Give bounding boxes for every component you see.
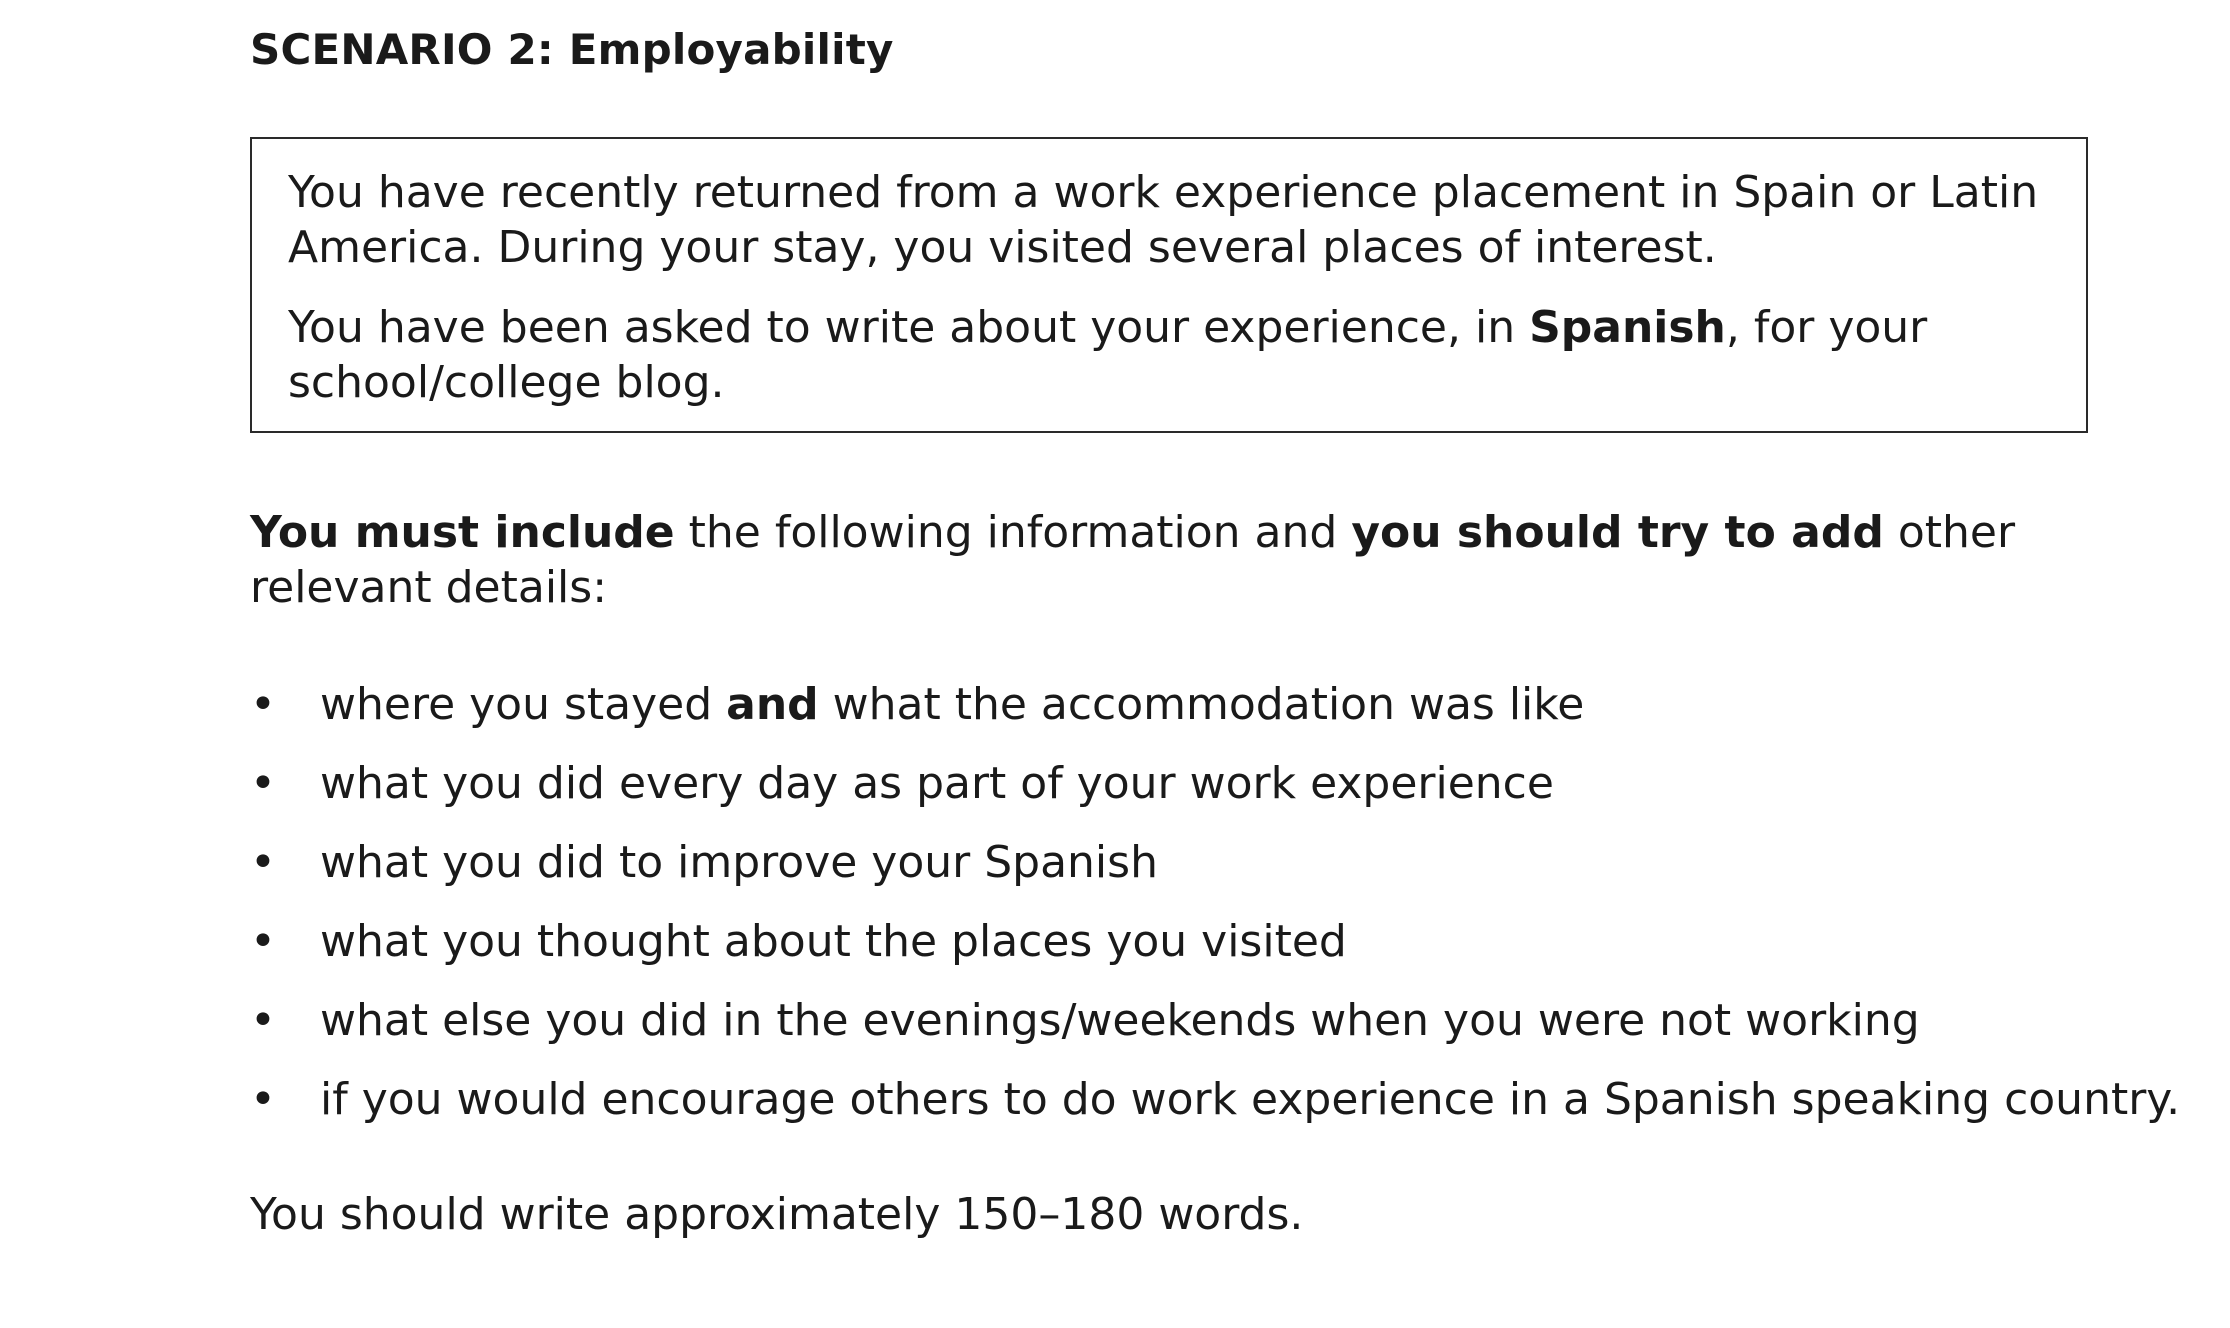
list-item-text-before: what you did to improve your Spanish [320, 837, 1158, 888]
requirements-list [250, 677, 2181, 1151]
task-text-before: You have been asked to write about your experience, in [288, 302, 1530, 353]
word-count-instruction: You should write approximately 150–180 words. [250, 1189, 1304, 1240]
bullet-icon: • [250, 758, 276, 809]
scenario-context-paragraph [288, 165, 2050, 275]
task-language-bold: Spanish [1529, 302, 1726, 353]
list-item-text [320, 677, 1584, 732]
list-item [250, 914, 2150, 993]
list-item [250, 677, 2150, 756]
list-item-text [320, 835, 1158, 890]
list-item [250, 1072, 2181, 1151]
bullet-icon: • [250, 916, 276, 967]
list-item [250, 835, 2150, 914]
list-item [250, 993, 2150, 1072]
instruction-bold-should: you should try to add [1351, 507, 1884, 558]
scenario-description-box [250, 137, 2088, 433]
instruction-mid-text: the following information and [674, 507, 1352, 558]
scenario-context-text: You have recently returned from a work experience placement in Spain or Latin America. During your stay, you visited several places of interest. [288, 167, 2039, 273]
list-item-text [320, 993, 1920, 1048]
instruction-paragraph [250, 505, 2090, 615]
bullet-icon: • [250, 1074, 276, 1125]
list-item-text-after: what the accommodation was like [818, 679, 1585, 730]
list-item [250, 756, 2150, 835]
bullet-icon: • [250, 679, 276, 730]
task-text-after: , for your school/college blog. [288, 302, 1928, 408]
list-item-text [320, 914, 1347, 969]
instruction-bold-must: You must include [250, 507, 675, 558]
list-item-text [320, 756, 1554, 811]
list-item-text-before: what you did every day as part of your work experience [320, 758, 1554, 809]
instruction-after-text: other relevant details: [250, 507, 2016, 613]
scenario-title: SCENARIO 2: Employability [250, 25, 894, 74]
list-item-text-before: what else you did in the evenings/weekends when you were not working [320, 995, 1920, 1046]
bullet-icon: • [250, 837, 276, 888]
list-item-text [320, 1072, 2180, 1127]
list-item-text-before: if you would encourage others to do work experience in a Spanish speaking country. [320, 1074, 2181, 1125]
bullet-icon: • [250, 995, 276, 1046]
scenario-task-paragraph [288, 300, 2050, 410]
list-item-text-bold: and [726, 679, 819, 730]
list-item-text-before: what you thought about the places you visited [320, 916, 1347, 967]
list-item-text-before: where you stayed [320, 679, 727, 730]
